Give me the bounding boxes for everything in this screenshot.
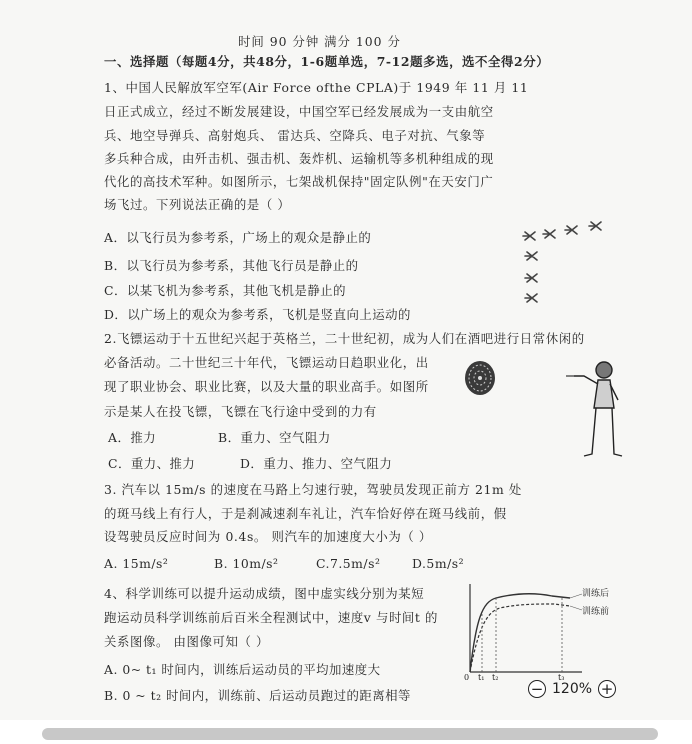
q1-line-6: 场飞过。下列说法正确的是（ ） (104, 197, 291, 212)
graph-origin-label: 0 (464, 673, 470, 682)
q1-option-c: C．以某飞机为参考系，其他飞机是静止的 (104, 283, 347, 298)
legend-before-training: 训练前 (582, 607, 610, 617)
q1-option-d: D．以广场上的观众为参考系，飞机是竖直向上运动的 (104, 307, 411, 322)
velocity-time-graph (462, 580, 622, 682)
graph-t3-label: t₃ (558, 673, 565, 682)
q1-line-4: 多兵种合成，由歼击机、强击机、轰炸机、运输机等多机种组成的现 (104, 151, 494, 166)
plus-icon: + (600, 679, 614, 698)
dartboard-icon (465, 361, 495, 395)
q3-option-d: D.5m/s² (412, 556, 465, 571)
q4-line-1: 4、科学训练可以提升运动成绩，图中虚实线分别为某短 (104, 586, 425, 601)
dart-thrower-figure (462, 356, 628, 462)
q2-option-d: D．重力、推力、空气阻力 (240, 456, 393, 471)
q2-line-4: 示是某人在投飞镖，飞镖在飞行途中受到的力有 (104, 404, 377, 419)
q2-option-a: A．推力 (108, 430, 157, 445)
q3-line-1: 3. 汽车以 15m/s 的速度在马路上匀速行驶，驾驶员发现正前方 21m 处 (104, 482, 522, 497)
q2-line-3: 现了职业协会、职业比赛，以及大量的职业高手。如图所 (104, 379, 429, 394)
zoom-level: 120% (552, 681, 593, 697)
q2-option-b: B．重力、空气阻力 (218, 430, 331, 445)
graph-t1-label: t₁ (478, 673, 485, 682)
q2-line-1: 2.飞镖运动于十五世纪兴起于英格兰，二十世纪初，成为人们在酒吧进行日常休闲的 (104, 331, 585, 346)
q1-option-b: B．以飞行员为参考系，其他飞行员是静止的 (104, 258, 359, 273)
legend-after-training: 训练后 (582, 589, 610, 599)
graph-t2-label: t₂ (492, 673, 499, 682)
q4-line-3: 关系图像。 由图像可知（ ） (104, 634, 269, 649)
jet-formation-figure (522, 216, 612, 308)
q1-line-5: 代化的高技术军种。如图所示，七架战机保持"固定队例"在天安门广 (104, 174, 494, 189)
person-throwing-icon (574, 362, 622, 456)
q2-line-2: 必备活动。二十世纪三十年代，飞镖运动日趋职业化，出 (104, 355, 429, 370)
zoom-out-button[interactable] (528, 680, 546, 698)
q4-option-a: A. 0~ t₁ 时间内，训练后运动员的平均加速度大 (104, 662, 381, 677)
q1-line-2: 日正式成立，经过不断发展建设，中国空军已经发展成为一支由航空 (104, 104, 494, 119)
curve-after-training (470, 594, 570, 672)
q1-line-1: 1、中国人民解放军空军(Air Force ofthe CPLA)于 1949 年 11 月 11 (104, 80, 529, 95)
q4-line-2: 跑运动员科学训练前后百米全程测试中，速度v 与时间t 的 (104, 610, 439, 625)
curve-before-training (470, 604, 570, 672)
q1-line-3: 兵、地空导弹兵、高射炮兵、 雷达兵、空降兵、电子对抗、气象等 (104, 128, 486, 143)
q4-option-b: B. 0 ~ t₂ 时间内，训练前、后运动员跑过的距离相等 (104, 688, 411, 703)
q1-option-a: A．以飞行员为参考系，广场上的观众是静止的 (104, 230, 372, 245)
exam-time-score: 时间 90 分钟 满分 100 分 (238, 34, 401, 49)
section-title: 一、选择题（每题4分，共48分，1-6题单选，7-12题多选，选不全得2分） (104, 54, 550, 69)
q3-option-c: C.7.5m/s² (316, 556, 381, 571)
q3-line-2: 的斑马线上有行人，于是刹减速刹车礼让，汽车恰好停在斑马线前，假 (104, 506, 507, 521)
zoom-in-button[interactable] (598, 680, 616, 698)
horizontal-scrollbar[interactable] (0, 720, 692, 744)
minus-icon: − (530, 679, 544, 698)
q3-option-a: A. 15m/s² (104, 556, 169, 571)
q3-option-b: B. 10m/s² (214, 556, 279, 571)
q3-line-3: 设驾驶员反应时间为 0.4s。 则汽车的加速度大小为（ ） (104, 529, 432, 544)
scrollbar-thumb[interactable] (42, 728, 658, 740)
zoom-control (528, 676, 638, 702)
q2-option-c: C．重力、推力 (108, 456, 196, 471)
